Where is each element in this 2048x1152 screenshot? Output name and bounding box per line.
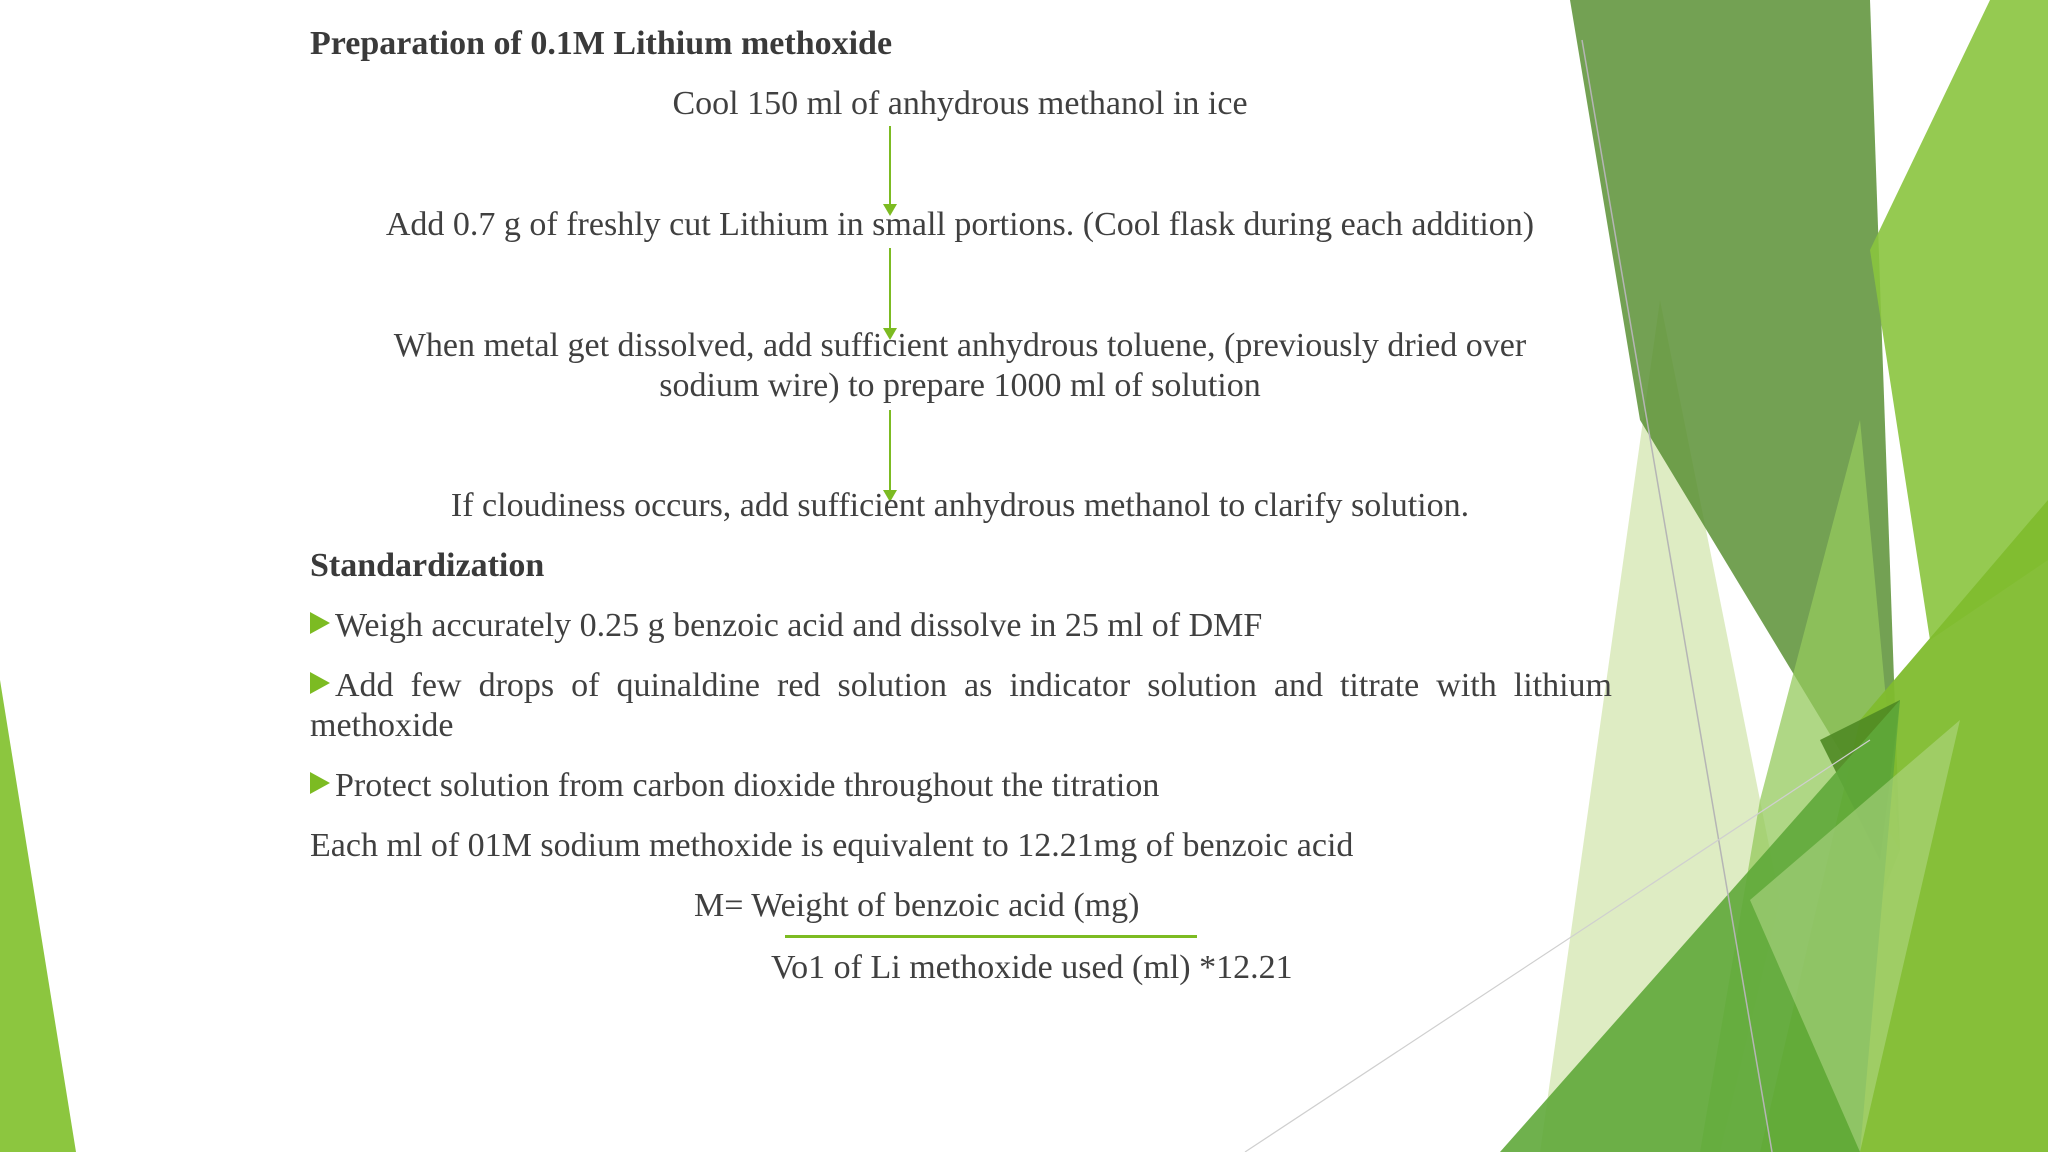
standardization-heading: Standardization (310, 547, 545, 584)
flow-arrow-1 (889, 126, 891, 214)
triangle-bullet-icon (310, 672, 330, 694)
step-3-text-line-2: sodium wire) to prepare 1000 ml of solution (659, 367, 1261, 404)
bullet-item-3 (310, 766, 1159, 806)
step-4-text: If cloudiness occurs, add sufficient anhydrous methanol to clarify solution. (450, 487, 1470, 524)
formula-numerator: M= Weight of benzoic acid (mg) (694, 887, 1140, 924)
step-3-text-line-1: When metal get dissolved, add sufficient anhydrous toluene, (previously dried over (393, 327, 1527, 364)
triangle-bullet-icon (310, 612, 330, 634)
bullet-text-1: Weigh accurately 0.25 g benzoic acid and dissolve in 25 ml of DMF (335, 607, 1263, 644)
fraction-bar (785, 935, 1197, 938)
preparation-heading: Preparation of 0.1M Lithium methoxide (310, 25, 893, 62)
equivalence-statement: Each ml of 01M sodium methoxide is equivalent to 12.21mg of benzoic acid (310, 827, 1354, 864)
bullet-text-2: Add few drops of quinaldine red solution as indicator solution and titrate with lithium methoxide (310, 667, 1612, 744)
bullet-item-2 (310, 666, 1612, 746)
step-2-text: Add 0.7 g of freshly cut Lithium in small portions. (Cool flask during each addition) (385, 206, 1535, 243)
left-green-sliver (0, 680, 76, 1152)
bullet-text-3: Protect solution from carbon dioxide throughout the titration (335, 767, 1160, 804)
flow-arrow-2 (889, 248, 891, 338)
step-1-text: Cool 150 ml of anhydrous methanol in ice (672, 85, 1248, 122)
formula-denominator: Vo1 of Li methoxide used (ml) *12.21 (771, 949, 1293, 986)
bullet-item-1 (310, 606, 1262, 646)
triangle-bullet-icon (310, 772, 330, 794)
